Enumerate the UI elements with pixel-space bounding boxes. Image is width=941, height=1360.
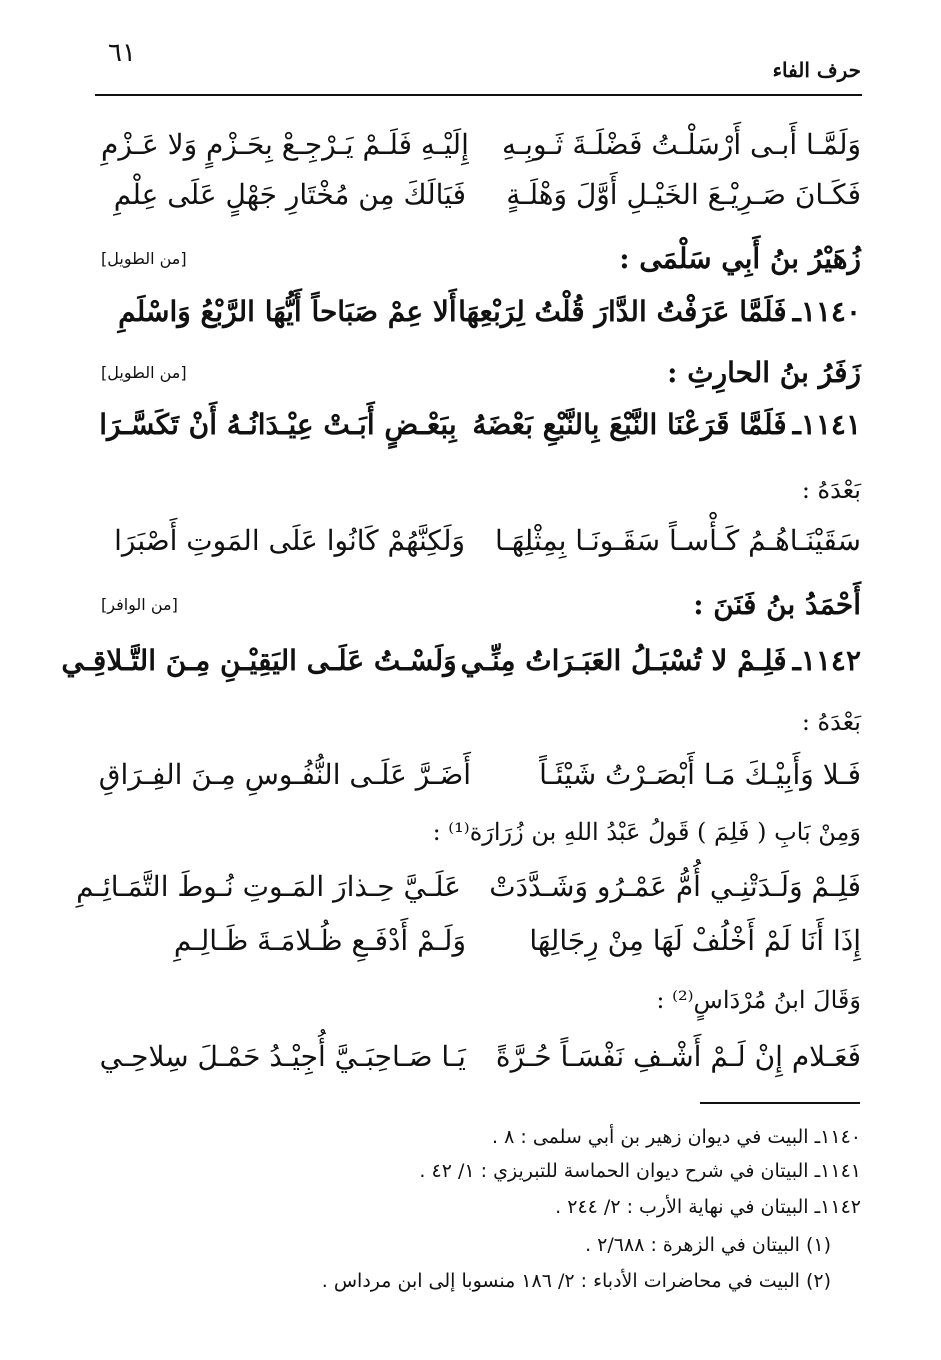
poet-heading xyxy=(101,582,861,626)
verse-second-hemistich: وَلَكِنَّهُمْ كَانُوا عَلَى المَوتِ أَصْبَرَا xyxy=(114,523,466,557)
meter-label: [من الطويل] xyxy=(101,362,187,382)
verse-second-hemistich: أَلا عِمْ صَبَاحاً أَيُّهَا الرَّبْعُ وَاسْلَمِ xyxy=(118,294,457,328)
verse-number: ١١٤٠ـ xyxy=(792,294,861,328)
verse-first-hemistich: إِذَا أَنَا لَمْ أَخْلُفْ لَهَا مِنْ رِجَالِهَا xyxy=(529,923,861,957)
after-label: بَعْدَهُ : xyxy=(801,708,861,736)
footnote: ١١٤١ـ البيتان في شرح ديوان الحماسة للتبريزي : ١/ ٤٢ . xyxy=(419,1160,861,1182)
verse-second-hemistich: إِلَيْـهِ فَلَـمْ يَـرْجِـعْ بِحَـزْمٍ وَلا عَـزْمِ xyxy=(101,127,469,161)
verse-line-1142 xyxy=(61,634,861,686)
after-label: بَعْدَهُ : xyxy=(801,476,861,504)
verse-second-hemistich: وَلَسْـتُ عَلَـى اليَقِيْـنِ مِـنَ التَّـلاقِـي xyxy=(61,643,457,677)
section-intro: وَقَالَ ابنُ مُرْدَاسٍ⁽²⁾ : xyxy=(656,986,861,1014)
section-intro: وَمِنْ بَابِ ( فَلِمَ ) قَولُ عَبْدُ اللهِ بن زُرَارَة⁽¹⁾ : xyxy=(432,818,861,846)
verse-line xyxy=(101,118,861,170)
verse-first-hemistich: فَلَمَّا قَرَعْنَا النَّبْعَ بِالنَّبْعِ بَعْضَهُ xyxy=(472,407,787,441)
meter-label: [من الوافر] xyxy=(101,594,178,614)
verse-first-hemistich: فَعَـلام إِنْ لَـمْ أَشْـفِ نَفْسَـاً حُـرَّةً xyxy=(495,1039,861,1073)
verse-second-hemistich: فَيَالَكَ مِن مُخْتَارِ جَهْلٍ عَلَى عِلْمِ xyxy=(113,177,466,211)
verse-first-hemistich: فَلِـمْ لا تُسْبَـلُ العَبَـرَاتُ مِنِّـي xyxy=(460,643,787,677)
page-number: ٦١ xyxy=(108,38,136,68)
footnote: (١) البيتان في الزهرة : ٢/٦٨٨ . xyxy=(585,1234,831,1256)
verse-first-hemistich: فَكَـانَ صَـرِيْـعَ الخَيْـلِ أَوَّلَ وَهْلَـةٍ xyxy=(506,177,861,211)
verse-first-hemistich: فَلِـمْ وَلَـدَتْنِـي أُمُّ عَمْـرُو وَشَـدَّدَتْ xyxy=(489,869,861,903)
footnote: (٢) البيت في محاضرات الأدباء : ٢/ ١٨٦ منسوبا إلى ابن مرداس . xyxy=(321,1270,831,1292)
footnote: ١١٤٢ـ البيتان في نهاية الأرب : ٢/ ٢٤٤ . xyxy=(555,1196,861,1218)
poet-name: زَفَرُ بنُ الحارِثِ : xyxy=(667,355,861,389)
verse-first-hemistich: سَقَيْنَـاهُـمُ كَـأْسـاً سَقَـونَـا بِمِثْلِهَـا xyxy=(495,523,861,557)
verse-number: ١١٤١ـ xyxy=(792,407,861,441)
verse-first-hemistich: فَـلا وَأَبِيْـكَ مَـا أَبْصَـرْتُ شَيْئَـاً xyxy=(539,757,861,791)
poet-heading xyxy=(101,350,861,394)
verse-second-hemistich: وَلَـمْ أَدْفَـعِ ظُـلامَـةَ ظَـالِـمِ xyxy=(173,923,466,957)
verse-first-hemistich: فَلَمَّا عَرَفْتُ الدَّارَ قُلْتُ لِرَبْعِهَا xyxy=(458,294,787,328)
verse-second-hemistich: عَلَـيَّ حِـذارَ المَـوتِ نُـوطَ التَّمَـائِـمِ xyxy=(76,869,461,903)
header-rule xyxy=(95,94,862,96)
verse-second-hemistich: بِبَعْـضٍ أَبَـتْ عِيْـدَانُـهُ أَنْ تَكَسَّـرَا xyxy=(99,407,457,441)
meter-label: [من الطويل] xyxy=(101,248,187,268)
verse-number: ١١٤٢ـ xyxy=(792,643,861,677)
verse-line xyxy=(98,748,861,800)
verse-line-1140 xyxy=(101,285,861,337)
verse-second-hemistich: يَـا صَـاحِبَـيَّ أُجِيْـدُ حَمْـلَ سِلاحِـي xyxy=(99,1039,466,1073)
verse-line xyxy=(76,860,861,912)
verse-line xyxy=(101,168,861,220)
verse-line xyxy=(101,514,861,566)
verse-first-hemistich: وَلَمَّـا أَبـى أَرْسَلْـتُ فَضْلَـةَ ثَـوبِـهِ xyxy=(501,127,861,161)
running-head: حرف الفاء xyxy=(772,58,861,82)
poet-heading xyxy=(101,236,861,280)
verse-line xyxy=(101,1030,861,1082)
footnote: ١١٤٠ـ البيت في ديوان زهير بن أبي سلمى : ٨ . xyxy=(492,1126,861,1148)
poet-name: زُهَيْرُ بنُ أَبِي سَلْمَى : xyxy=(619,241,861,275)
verse-line-1141 xyxy=(101,398,861,450)
verse-line xyxy=(101,914,861,966)
poet-name: أَحْمَدُ بنُ فَنَنَ : xyxy=(693,587,861,621)
verse-second-hemistich: أَضَـرَّ عَلَـى النُّفُـوسِ مِـنَ الفِـرَاقِ xyxy=(98,757,471,791)
footnote-rule xyxy=(700,1102,860,1104)
